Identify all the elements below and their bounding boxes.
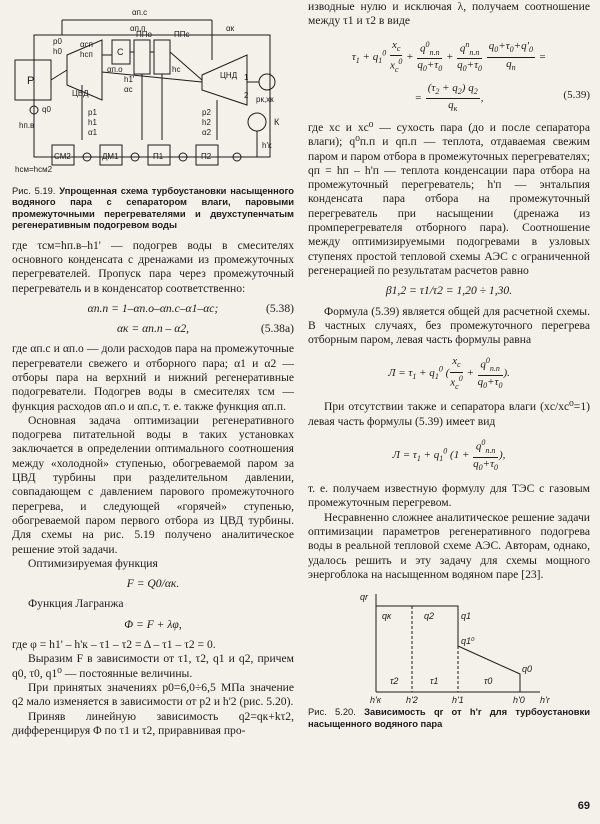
paragraph-express-F: Выразим F в зависимости от τ1, τ2, q1 и q2, причем q0, τ0, q1⁰ — постоянные величины. xyxy=(12,652,294,680)
paragraph-main-task: Основная задача оптимизации регенеративного подогрева питательной воды в таких установках заключается в определении оптимального соотношения между «холодной» ступенью, обогреваемой паром за ЦВД турбины при разделительном давлении, совпадающем с давлением парового промежуточного перегрева, и следующей «горячей» ступенью, обогреваемой паром первого отбора из ЦВД турбины. Для схемы на рис. 5.19 получено аналитическое решение этой задачи. xyxy=(12,413,294,556)
right-column xyxy=(308,0,590,729)
equation-beta: β1,2 = τ1/τ2 = 1,20 ÷ 1,30. xyxy=(385,284,513,298)
paragraph-tau-sm: где τсм=hп.в–h1' — подогрев воды в смесителях основного конденсата с дренажами из промежуточных перегревателей. Пропуск пара через промежуточный перегреватель и в конденсатор соответственно: xyxy=(12,238,294,295)
label-h1: h'1 xyxy=(452,695,464,706)
equation-number-5-38a: (5.38а) xyxy=(260,322,294,336)
generator-circle xyxy=(259,74,275,90)
label-h-sp: hсп xyxy=(80,50,93,59)
figure-5-20-graph xyxy=(308,588,590,706)
equation-L-partial: $Л = \tau_1 + q_1^0$ ( $\frac{x_c}{x_c^0}$ + $\frac{q^0_{п.п}}{q_0+\tau_0}$ ). xyxy=(388,355,510,391)
label-separator: С xyxy=(117,47,124,57)
label-h-pv: hп.в xyxy=(19,121,35,130)
paragraph-lagrange: Функция Лагранжа xyxy=(28,597,124,611)
equation-F: F = Q0/αк. xyxy=(126,577,180,591)
label-qk: qк xyxy=(382,611,392,622)
label-hk: h'к xyxy=(370,695,381,706)
condenser-circle xyxy=(248,113,266,131)
equation-5-38a: αк = αп.п – α2, (5.38а) xyxy=(116,322,294,336)
figure-5-20-caption: Рис. 5.20. Зависимость qr от h'r для турбоустановки насыщенного водяного пара xyxy=(308,706,590,729)
equation-5-39-lhs: $\tau_1 + q_1^0$ $\frac{x_c}{x_c^0}$ + $\frac{q^0_{п.п}}{q_0+\tau_0}$ + $\frac{q^п_{п.п}}{q_0+\tau_0}$ $\frac{q_0+\tau_0+q'_0}{q_п}$ = xyxy=(351,38,547,74)
label-two: 2 xyxy=(244,91,249,100)
label-one: 1 xyxy=(244,73,249,82)
paragraph-xc-definitions: где xс и xс⁰ — сухость пара (до и после сепаратора влаги); q⁰п.п и qп.п — теплота, отдаваемая свежим паром и паром отбора в промежуточных перегревателях; qп = hп – h'п — теплота конденсации пара отбора на промежуточный перегреватель; h'п — энтальпия конденсата пара отбора на промежуточный перегреватель при насыщении (дренажа из промперегревателя отборного пара). Соотношение между оптимизируемыми подогревами в узловых ступенях простой тепловой схемы АЭС с ограниченной регенерацией по результатам расчетов равно xyxy=(308,121,590,277)
label-reactor: Р xyxy=(27,75,35,87)
label-q2: q2 xyxy=(424,611,435,622)
label-h0: h'0 xyxy=(513,695,525,706)
label-q0: q0 xyxy=(522,664,533,675)
label-a-pc: αп.с xyxy=(132,8,148,17)
paragraph-known-formula: т. е. получаем известную формулу для ТЭС с газовым промежуточным перегревом. xyxy=(308,482,590,510)
page-number: 69 xyxy=(577,800,590,812)
reheater-o-box xyxy=(134,40,150,74)
label-a2: α2 xyxy=(202,128,212,137)
paragraph-phi-constraint: где φ = h1' – h'к – τ1 – τ2 = Δ – τ1 – τ2 = 0. xyxy=(12,638,216,652)
label-hk: h'к xyxy=(262,141,272,150)
label-q0: q0 xyxy=(42,105,51,114)
reheater-s-box xyxy=(154,40,170,74)
label-p0: p0 xyxy=(53,37,62,46)
label-cnd: ЦНД xyxy=(220,71,238,80)
label-a1: α1 xyxy=(88,128,98,137)
label-condenser: К xyxy=(274,117,280,127)
label-hsm: hсм=hсм2 xyxy=(15,165,53,174)
paragraph-real-scheme: Несравненно сложнее аналитическое решение задачи оптимизации параметров регенеративного подогрева воды в реальной тепловой схеме АЭС. Авторам, однако, удалось решить и эту задачу для схемы мощного энергоблока на насыщенном водяном паре [23]. xyxy=(308,510,590,581)
label-tau0: τ0 xyxy=(484,676,493,687)
equation-number-5-39: (5.39) xyxy=(563,88,590,101)
paragraph-optimized-function: Оптимизируемая функция xyxy=(28,556,158,570)
label-dm1: ДМ1 xyxy=(102,152,119,161)
figure-5-19-scheme xyxy=(12,0,294,185)
figure-5-19-caption: Рис. 5.19. Упрощенная схема турбоустановки насыщенного водяного пара с сепаратором влаги, паровыми промежуточными перегревателями и двухступенчатым регенеративным подогревом воды xyxy=(12,185,294,231)
label-pk: pк,xк xyxy=(256,95,274,104)
paragraph-no-separator: При отсутствии также и сепаратора влаги (xс/xс⁰=1) левая часть формулы (5.39) имеет вид xyxy=(308,400,590,428)
label-a-po: αп.о xyxy=(107,65,123,74)
label-tau2: τ2 xyxy=(390,676,399,687)
label-p1-heater: П1 xyxy=(153,152,164,161)
label-hc: hc xyxy=(172,65,181,74)
label-sm2: СМ2 xyxy=(54,152,71,161)
label-p2-heater: П2 xyxy=(201,152,212,161)
label-h0: h0 xyxy=(53,47,62,56)
paragraph-alpha-definitions: где αп.с и αп.о — доли расходов пара на промежуточные перегреватели свежего и отборного пара; α1 и α2 — отборы пара на верхний и нижний регенеративные подогреватели. Подогрев воды в смесителях τсм — функция расходов αп.о и αп.с, т. е. также функция αп.п. xyxy=(12,342,294,413)
label-hr: h'r xyxy=(540,695,550,706)
label-h1: h1 xyxy=(88,118,97,127)
label-a-k: αк xyxy=(226,24,235,33)
left-column xyxy=(12,0,294,738)
equation-5-38: αп.п = 1–αп.о–αп.с–α1–αс; (5.38) xyxy=(87,301,294,315)
label-a-pp: αп.п xyxy=(130,24,146,33)
label-q1: q1 xyxy=(461,611,472,622)
equation-L-simple: $Л = \tau_1 + q_1^0$ (1 + $\frac{q^0_{п.п}}{q_0+\tau_0}$ ), xyxy=(392,438,506,473)
label-a-c: αс xyxy=(124,85,133,94)
equation-Phi: Φ = F + λφ, xyxy=(124,617,182,631)
label-h1-prime: h1' xyxy=(124,75,135,84)
label-h2: h'2 xyxy=(406,695,418,706)
label-q1-0: q1⁰ xyxy=(461,636,475,647)
paragraph-accepted-values: При принятых значениях p0=6,0÷6,5 МПа значение q2 мало изменяется в зависимости от p2 и h'2 (рис. 5.20). xyxy=(12,680,294,709)
paragraph-derivatives: изводные нулю и исключая λ, получаем соотношение между τ1 и τ2 в виде xyxy=(308,0,590,28)
label-tau1: τ1 xyxy=(430,676,439,687)
label-h2: h2 xyxy=(202,118,211,127)
label-p2: p2 xyxy=(202,108,211,117)
label-qr: qr xyxy=(360,592,369,603)
lp-turbine-shape xyxy=(202,55,247,105)
label-a-sp: αсп xyxy=(80,40,93,49)
label-p1: p1 xyxy=(88,108,97,117)
equation-5-39-rhs: = $\frac{(\tau_2 + q_2) q_2}{q_к}$ , (5.39) xyxy=(414,81,590,113)
label-ppo: ППо xyxy=(136,30,152,39)
label-cvd: ЦВД xyxy=(72,89,89,98)
paragraph-linear-dependence: Приняв линейную зависимость q2=qк+kτ2, дифференцируя Φ по τ1 и τ2, приравнивая про- xyxy=(12,709,294,737)
equation-number-5-38: (5.38) xyxy=(265,301,294,315)
label-pps: ППс xyxy=(174,30,190,39)
paragraph-formula-general: Формула (5.39) является общей для расчетной схемы. В частных случаях, без промежуточного перегрева отборным паром, левая часть формулы равна xyxy=(308,304,590,347)
